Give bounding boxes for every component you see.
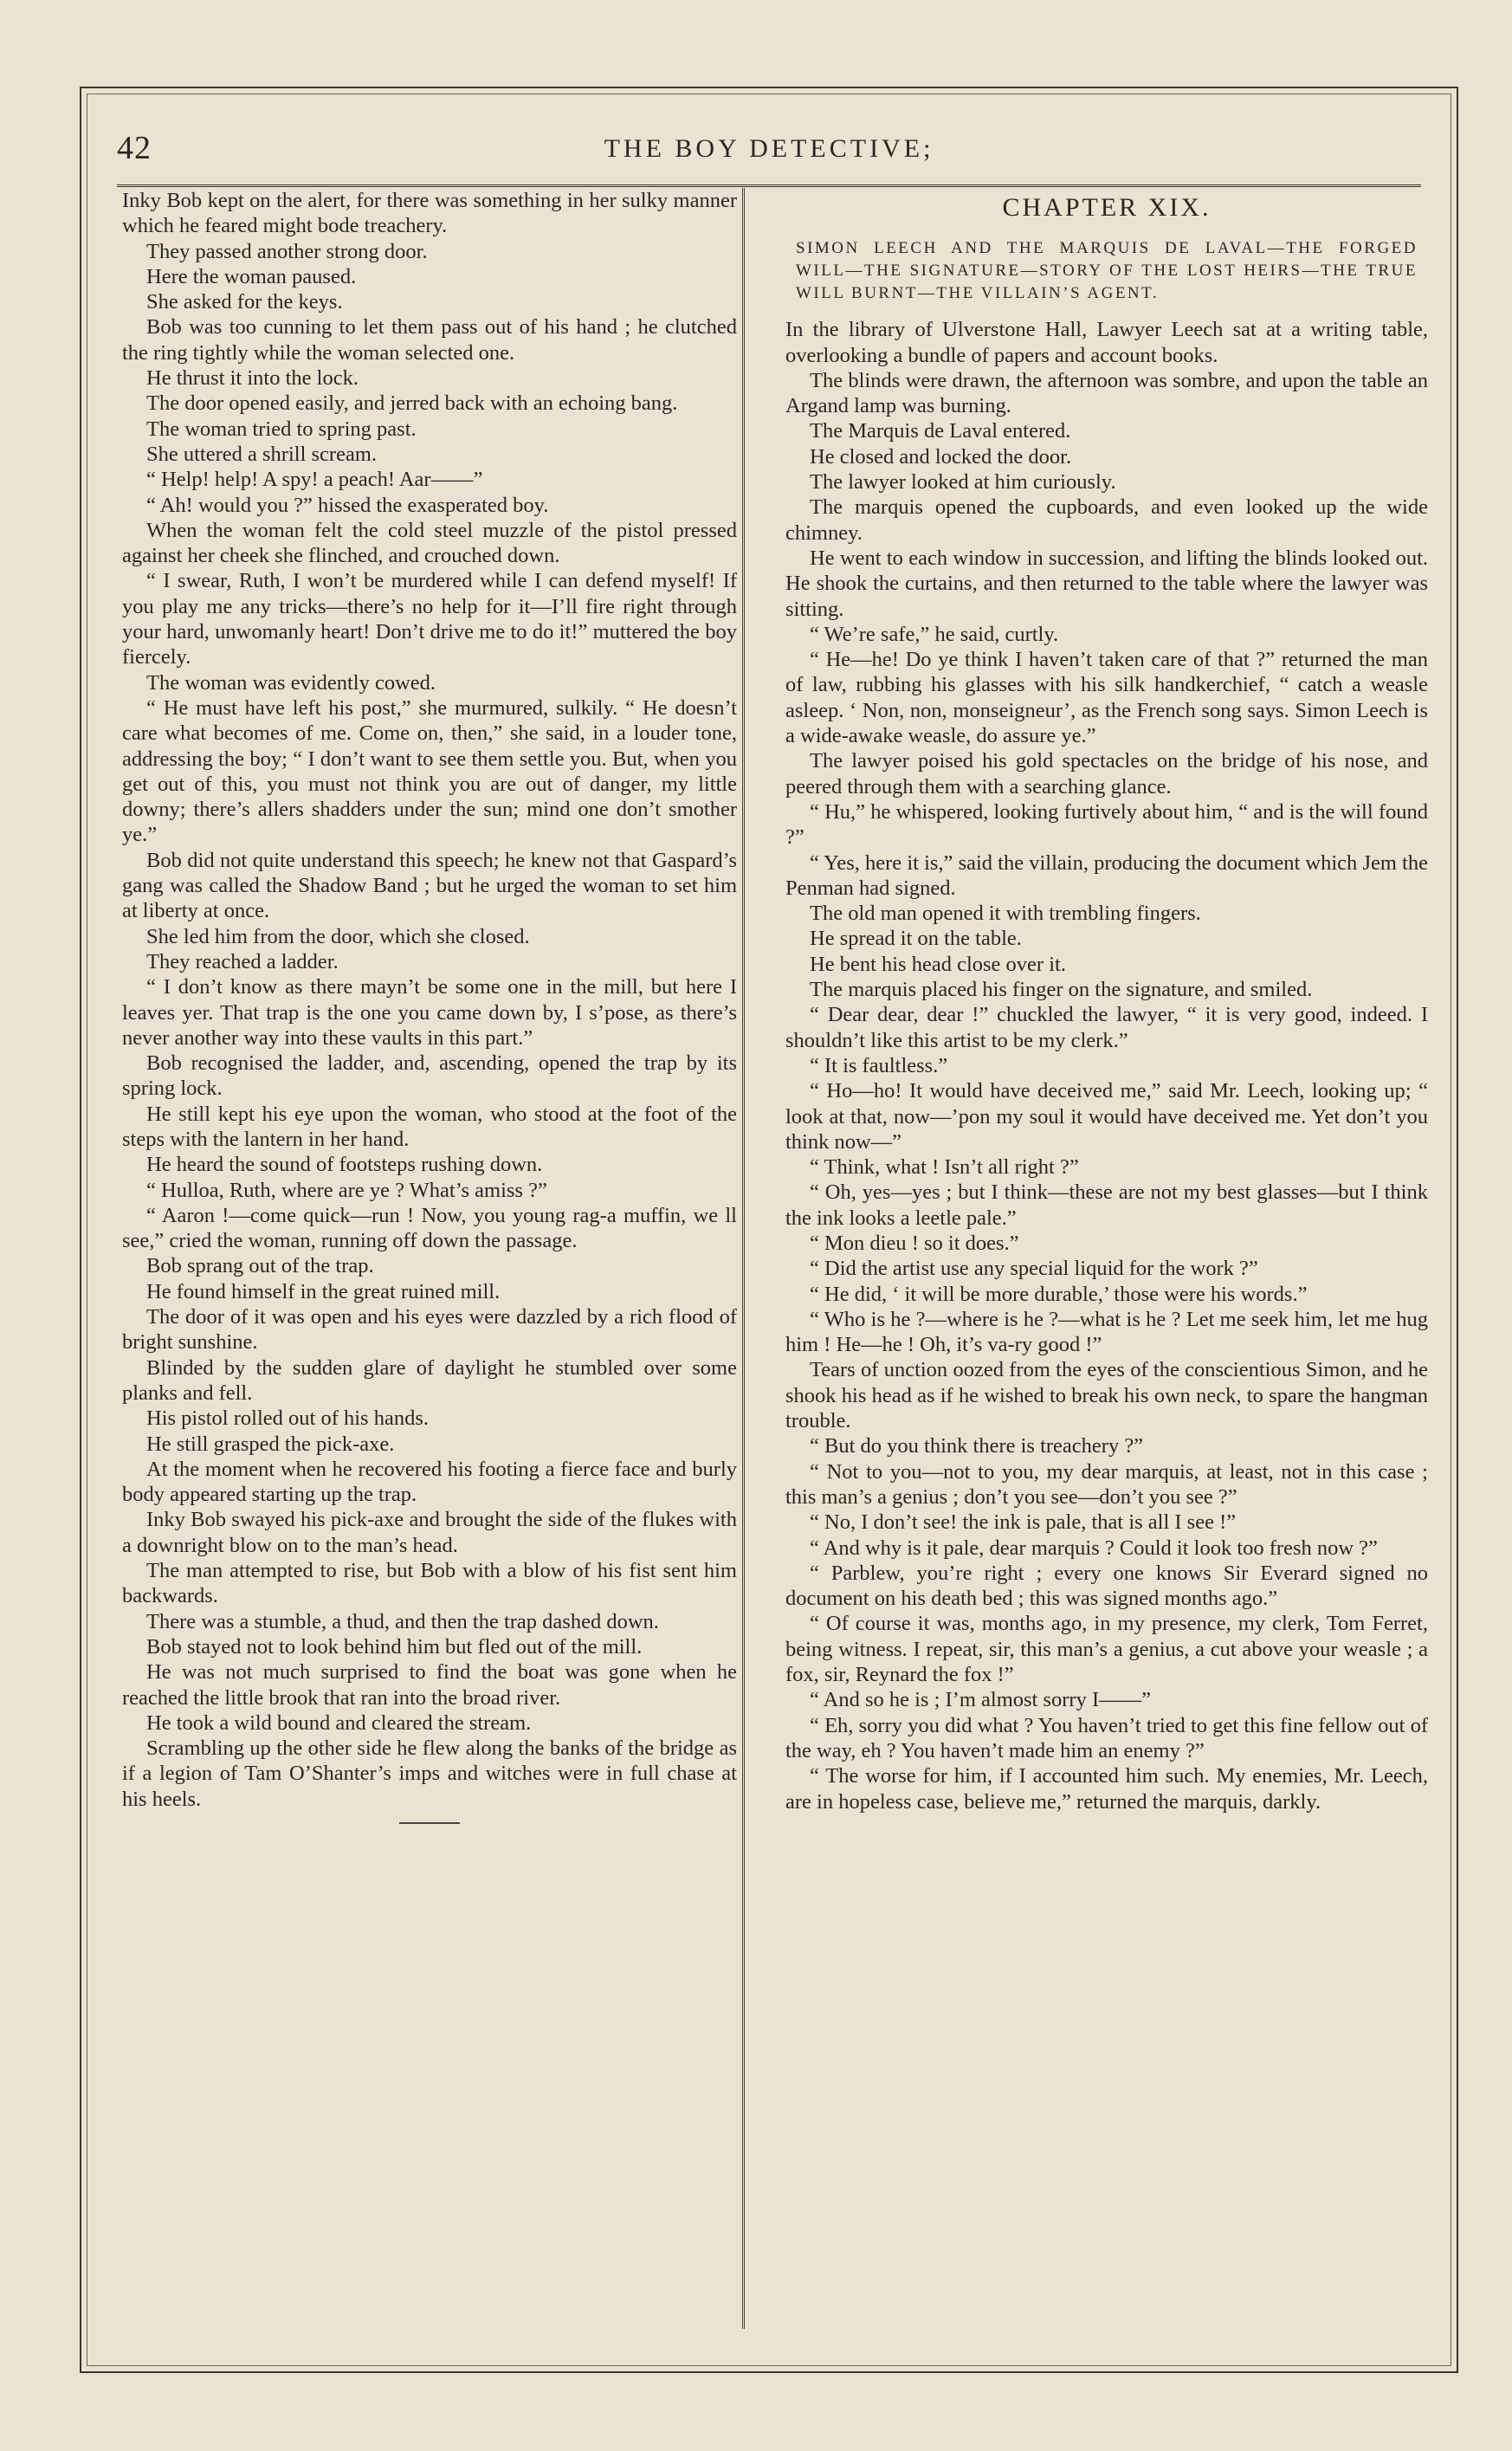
paragraph: Bob recognised the ladder, and, ascending, opened the trap by its spring lock. <box>122 1051 737 1101</box>
right-column <box>785 188 1428 2322</box>
paragraph: He was not much surprised to find the boat was gone when he reached the little brook that ran into the broad river. <box>122 1660 737 1710</box>
paragraph: The Marquis de Laval entered. <box>810 419 1071 443</box>
paragraph: “ Of course it was, months ago, in my presence, my clerk, Tom Ferret, being witness. I repeat, sir, this man’s a genius, a cut above your weasle ; a fox, sir, Reynard the fox !” <box>785 1612 1428 1687</box>
paragraph: “ He—he! Do ye think I haven’t taken care of that ?” returned the man of law, rubbing his glasses with his silk handkerchief, “ catch a weasle asleep. ‘ Non, non, monseigneur’, as the French song says. Simon Leech is a wide-awake weasle, do assure ye.” <box>785 648 1428 748</box>
paragraph: He found himself in the great ruined mill. <box>146 1279 501 1303</box>
page-frame <box>87 94 1451 2366</box>
column-divider <box>742 188 745 2329</box>
paragraph: “ No, I don’t see! the ink is pale, that is all I see !” <box>810 1510 1237 1535</box>
paragraph: “ Help! help! A spy! a peach! Aar——” <box>146 468 483 492</box>
running-title: THE BOY DETECTIVE; <box>604 134 934 163</box>
paragraph: “ Eh, sorry you did what ? You haven’t tried to get this fine fellow out of the way, eh ? You haven’t made him an enemy ?” <box>785 1713 1428 1762</box>
paragraph: “ He must have left his post,” she murmured, sulkily. “ He doesn’t care what becomes of me. Come on, then,” she said, in a louder tone, addressing the boy; “ I don’t want to see them settle you. But, when you get out of this, you must not think you are out of danger, my little downy; there’s allers shadders under the sun; mind one don’t smother ye.” <box>122 695 737 847</box>
paragraph: “ Dear dear, dear !” chuckled the lawyer, “ it is very good, indeed. I shouldn’t like this artist to be my clerk.” <box>785 1003 1428 1052</box>
paragraph: He spread it on the table. <box>810 927 1022 951</box>
paragraph: “ I swear, Ruth, I won’t be murdered while I can defend myself! If you play me any tricks—there’s no help for it—I’ll fire right through your hard, unwomanly heart! Don’t drive me to do it!” muttered the boy fiercely. <box>122 569 737 669</box>
left-column <box>122 188 737 2322</box>
paragraph: “ Mon dieu ! so it does.” <box>810 1231 1019 1255</box>
paragraph: “ It is faultless.” <box>810 1053 948 1077</box>
paragraph: “ But do you think there is treachery ?” <box>810 1434 1144 1458</box>
paragraph: “ Parblew, you’re right ; every one knows Sir Everard signed no document on his death bed ; this was signed months ago.” <box>785 1561 1428 1611</box>
paragraph: “ Who is he ?—where is he ?—what is he ? Let me seek him, let me hug him ! He—he ! Oh, it’s va-ry good !” <box>785 1307 1428 1357</box>
page-number: 42 <box>117 130 152 166</box>
paragraph: The door of it was open and his eyes were dazzled by a rich flood of bright sunshine. <box>122 1305 737 1355</box>
paragraph: The marquis opened the cupboards, and even looked up the wide chimney. <box>785 495 1428 545</box>
paragraph: He bent his head close over it. <box>810 952 1066 976</box>
paragraph: When the woman felt the cold steel muzzle of the pistol pressed against her cheek she flinched, and crouched down. <box>122 518 737 568</box>
paragraph: “ Think, what ! Isn’t all right ?” <box>810 1155 1079 1180</box>
paragraph: “ Ah! would you ?” hissed the exasperated boy. <box>146 493 549 517</box>
paragraph: He took a wild bound and cleared the stream. <box>146 1711 532 1735</box>
paragraph: “ And so he is ; I’m almost sorry I——” <box>810 1688 1151 1712</box>
page-header <box>117 120 1421 187</box>
paragraph: The man attempted to rise, but Bob with a blow of his fist sent him backwards. <box>122 1559 737 1608</box>
paragraph: Bob sprang out of the trap. <box>146 1254 374 1278</box>
paragraph: He closed and locked the door. <box>810 444 1072 469</box>
paragraph: Scrambling up the other side he flew along the banks of the bridge as if a legion of Tam O’Shanter’s imps and witches were in full chase at his heels. <box>122 1736 737 1811</box>
paragraph: Bob stayed not to look behind him but fled out of the mill. <box>146 1634 643 1659</box>
paragraph: Here the woman paused. <box>146 264 357 288</box>
paragraph: The lawyer poised his gold spectacles on the bridge of his nose, and peered through them with a searching glance. <box>785 749 1428 799</box>
paragraph: “ I don’t know as there mayn’t be some one in the mill, but here I leaves yer. That trap is the one you came down by, I s’pose, as there’s never another way into these vaults in this part.” <box>122 975 737 1050</box>
book-page <box>80 87 1458 2373</box>
paragraph: There was a stumble, a thud, and then the trap dashed down. <box>146 1609 659 1633</box>
paragraph: The lawyer looked at him curiously. <box>810 470 1116 495</box>
paragraph: “ Hu,” he whispered, looking furtively about him, “ and is the will found ?” <box>785 799 1428 850</box>
paragraph: They passed another strong door. <box>146 239 428 263</box>
paragraph: The woman tried to spring past. <box>146 417 417 441</box>
paragraph: The old man opened it with trembling fingers. <box>810 902 1201 926</box>
chapter-title: CHAPTER XIX. <box>1002 193 1212 222</box>
chapter-synopsis: SIMON LEECH AND THE MARQUIS DE LAVAL—THE FORGED WILL—THE SIGNATURE—STORY OF THE LOST HEIRS—THE TRUE WILL BURNT—THE VILLAIN’S AGENT. <box>796 239 1418 303</box>
paragraph: The blinds were drawn, the afternoon was sombre, and upon the table an Argand lamp was burning. <box>785 368 1428 418</box>
paragraph: He went to each window in succession, and lifting the blinds looked out. He shook the curtains, and then returned to the table where the lawyer was sitting. <box>785 546 1428 621</box>
paragraph: “ And why is it pale, dear marquis ? Could it look too fresh now ?” <box>810 1536 1378 1560</box>
paragraph: They reached a ladder. <box>146 949 339 973</box>
paragraph: He still kept his eye upon the woman, who stood at the foot of the steps with the lantern in her hand. <box>122 1102 737 1151</box>
paragraph: He heard the sound of footsteps rushing down. <box>146 1153 543 1177</box>
paragraph: Inky Bob swayed his pick-axe and brought the side of the flukes with a downright blow on to the man’s head. <box>122 1508 737 1557</box>
paragraph: “ We’re safe,” he said, curtly. <box>810 622 1059 646</box>
paragraph: “ He did, ‘ it will be more durable,’ those were his words.” <box>810 1282 1308 1306</box>
paragraph: “ Yes, here it is,” said the villain, producing the document which Jem the Penman had signed. <box>785 850 1428 900</box>
paragraph: The woman was evidently cowed. <box>146 670 436 695</box>
paragraph: He thrust it into the lock. <box>146 366 359 391</box>
paragraph: Inky Bob kept on the alert, for there was something in her sulky manner which he feared might bode treachery. <box>122 189 737 238</box>
section-end-rule <box>399 1822 460 1824</box>
paragraph: “ Hulloa, Ruth, where are ye ? What’s amiss ?” <box>146 1178 547 1202</box>
paragraph: “ Did the artist use any special liquid for the work ?” <box>810 1257 1258 1281</box>
paragraph: She uttered a shrill scream. <box>146 442 378 466</box>
paragraph: At the moment when he recovered his footing a fierce face and burly body appeared starting up the trap. <box>122 1457 737 1507</box>
paragraph: Bob was too cunning to let them pass out of his hand ; he clutched the ring tightly while the woman selected one. <box>122 315 737 365</box>
paragraph: “ Aaron !—come quick—run ! Now, you young rag-a muffin, we ll see,” cried the woman, running off down the passage. <box>122 1203 737 1253</box>
paragraph: In the library of Ulverstone Hall, Lawyer Leech sat at a writing table, overlooking a bundle of papers and account books. <box>785 318 1428 367</box>
paragraph: His pistol rolled out of his hands. <box>146 1407 429 1431</box>
paragraph: She asked for the keys. <box>146 290 343 314</box>
paragraph: Bob did not quite understand this speech; he knew not that Gaspard’s gang was called the Shadow Band ; but he urged the woman to set him at liberty at once. <box>122 848 737 923</box>
paragraph: She led him from the door, which she closed. <box>146 924 530 948</box>
paragraph: “ Oh, yes—yes ; but I think—these are not my best glasses—but I think the ink looks a leetle pale.” <box>785 1180 1428 1230</box>
paragraph: Blinded by the sudden glare of daylight he stumbled over some planks and fell. <box>122 1355 737 1405</box>
paragraph: “ Not to you—not to you, my dear marquis, at least, not in this case ; this man’s a genius ; don’t you see—don’t you see ?” <box>785 1459 1428 1509</box>
paragraph: “ The worse for him, if I accounted him such. My enemies, Mr. Leech, are in hopeless case, believe me,” returned the marquis, darkly. <box>785 1764 1428 1814</box>
paragraph: Tears of unction oozed from the eyes of the conscientious Simon, and he shook his head as if he wished to break his own neck, to spare the hangman trouble. <box>785 1358 1428 1433</box>
paragraph: The door opened easily, and jerred back with an echoing bang. <box>146 391 678 416</box>
paragraph: “ Ho—ho! It would have deceived me,” said Mr. Leech, looking up; “ look at that, now—’pon my soul it would have deceived me. Yet don’t you think now—” <box>785 1079 1428 1154</box>
paragraph: The marquis placed his finger on the signature, and smiled. <box>810 978 1313 1002</box>
paragraph: He still grasped the pick-axe. <box>146 1432 395 1456</box>
